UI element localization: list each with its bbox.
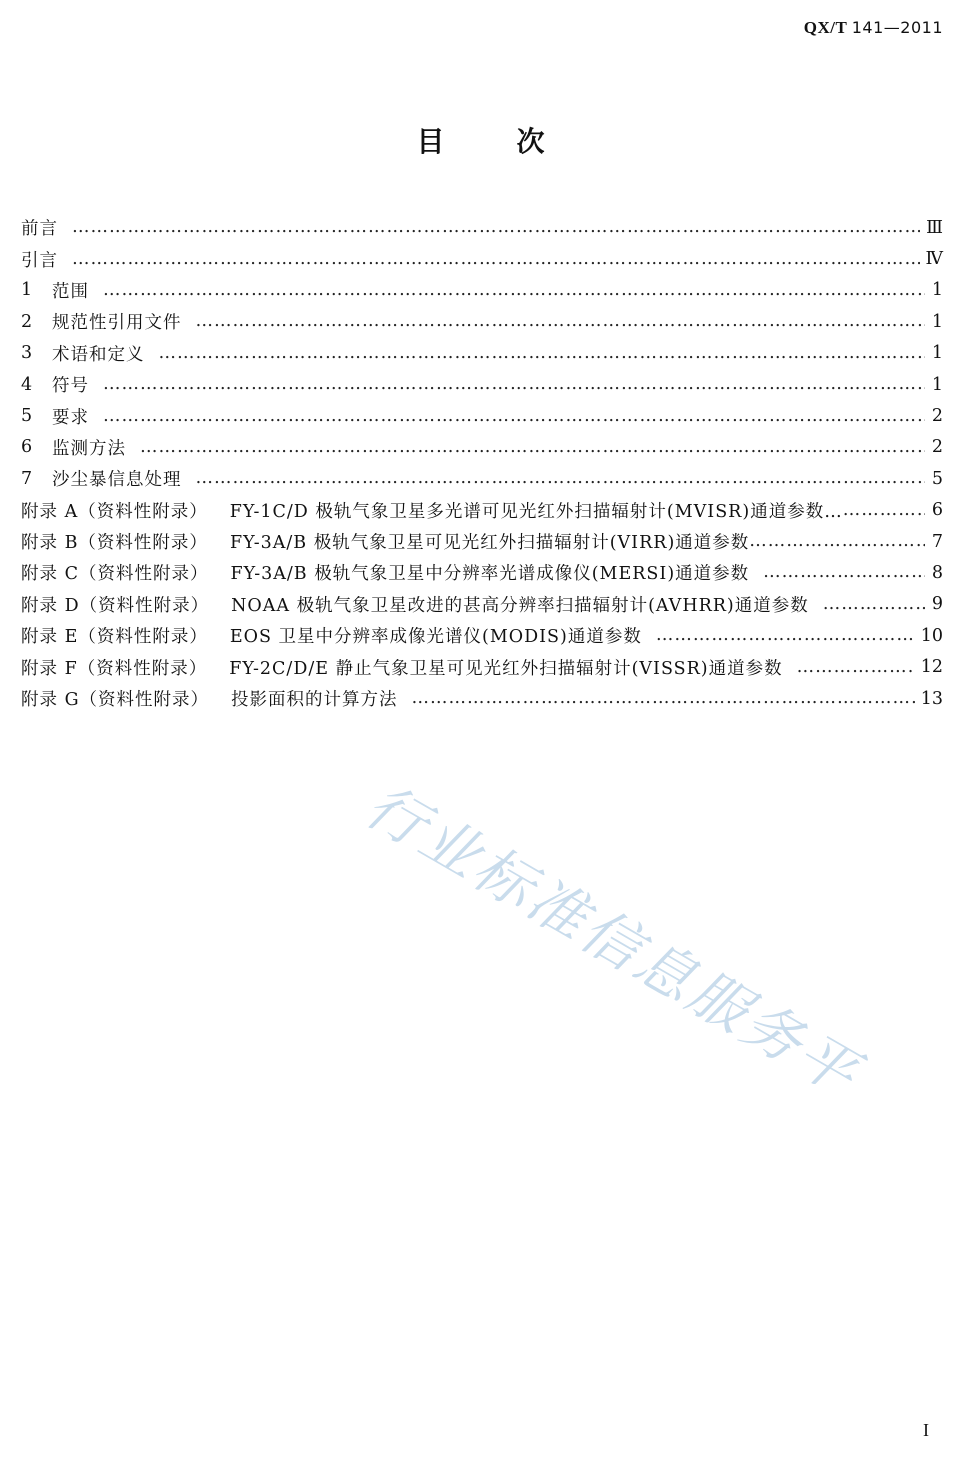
toc-leader-dots [72,217,920,238]
toc-annex-prefix: 附录 A（资料性附录） [21,501,208,522]
toc-entry-annex-e[interactable] [21,620,943,651]
toc-annex-prefix: 附录 G（资料性附录） [21,690,210,711]
toc-entry-dust-storm-processing[interactable] [21,463,943,494]
toc-entry-annex-a[interactable] [21,495,943,526]
toc-entry-label: FY-2C/D/E 静止气象卫星可见光红外扫描辐射计(VISSR)通道参数 [229,658,783,679]
toc-entry-number: 3 [21,343,33,364]
toc-entry-page: 2 [931,437,943,458]
toc-entry-label: 引言 [21,250,58,271]
toc-entry-label: 要求 [52,407,89,428]
toc-leader-dots [103,374,925,395]
toc-entry-label: EOS 卫星中分辨率成像光谱仪(MODIS)通道参数 [229,627,642,648]
toc-leader-dots [749,531,925,552]
toc-leader-dots [412,688,915,709]
toc-entry-page: 2 [931,406,943,427]
toc-annex-prefix: 附录 C（资料性附录） [21,564,209,585]
toc-leader-dots [196,468,926,489]
toc-entry-page: 10 [920,625,943,646]
toc-entry-label: FY-1C/D 极轨气象卫星多光谱可见光红外扫描辐射计(MVISR)通道参数… [229,501,843,522]
toc-annex-prefix: 附录 F（资料性附录） [21,658,208,679]
toc-entry-number: 7 [21,468,33,489]
toc-leader-dots [72,249,920,270]
title-char-2: 次 [516,125,547,158]
toc-entry-annex-c[interactable] [21,557,943,588]
toc-entry-annex-d[interactable] [21,589,943,620]
toc-annex-prefix: 附录 D（资料性附录） [21,595,210,616]
toc-entry-foreword[interactable] [21,212,943,243]
toc-entry-page: 8 [931,562,943,583]
toc-entry-monitoring-methods[interactable] [21,432,943,463]
toc-entry-scope[interactable] [21,275,943,306]
page-title [0,120,963,160]
toc-leader-dots [797,657,915,678]
toc-entry-requirements[interactable] [21,400,943,431]
toc-entry-number: 5 [21,406,33,427]
standard-code-number: 141—2011 [851,18,943,37]
toc-entry-number: 4 [21,374,33,395]
toc-entry-introduction[interactable] [21,243,943,274]
toc-entry-label: 符号 [52,376,89,397]
toc-entry-label: FY-3A/B 极轨气象卫星中分辨率光谱成像仪(MERSI)通道参数 [230,564,750,585]
table-of-contents [21,212,943,714]
toc-entry-page: 5 [931,468,943,489]
standard-code [804,18,943,38]
toc-entry-page: 1 [931,374,943,395]
toc-leader-dots [103,406,925,427]
toc-entry-label: 范围 [52,281,89,302]
toc-entry-page: 6 [931,500,943,521]
toc-entry-number: 2 [21,311,33,332]
toc-entry-number: 6 [21,437,33,458]
toc-annex-prefix: 附录 B（资料性附录） [21,533,208,554]
toc-entry-page: 1 [931,311,943,332]
toc-entry-label: FY-3A/B 极轨气象卫星可见光红外扫描辐射计(VIRR)通道参数 [229,533,750,554]
watermark: 行业标准信息服务平 [354,771,872,1110]
toc-leader-dots [196,311,926,332]
toc-entry-symbols[interactable] [21,369,943,400]
toc-entry-annex-b[interactable] [21,526,943,557]
toc-leader-dots [823,594,925,615]
toc-entry-label: 术语和定义 [52,344,145,365]
toc-entry-page: 1 [931,280,943,301]
toc-leader-dots [140,437,925,458]
toc-entry-page: Ⅲ [926,217,943,238]
toc-leader-dots [159,343,926,364]
standard-code-prefix: QX/T [803,18,847,37]
toc-entry-label: NOAA 极轨气象卫星改进的甚高分辨率扫描辐射计(AVHRR)通道参数 [231,595,809,616]
toc-leader-dots [656,625,915,646]
toc-entry-label: 投影面积的计算方法 [231,690,398,711]
toc-entry-number: 1 [21,280,33,301]
toc-entry-label: 沙尘暴信息处理 [52,470,182,491]
toc-entry-page: 9 [931,594,943,615]
toc-entry-page: Ⅳ [925,249,943,270]
toc-entry-page: 7 [931,531,943,552]
toc-leader-dots [103,280,925,301]
toc-entry-label: 规范性引用文件 [52,313,182,334]
page-number: I [923,1420,929,1440]
title-char-1: 目 [416,125,447,158]
toc-leader-dots [843,500,925,521]
toc-entry-label: 前言 [21,219,58,240]
toc-entry-normative-references[interactable] [21,306,943,337]
toc-entry-terms-definitions[interactable] [21,338,943,369]
toc-entry-page: 13 [920,688,943,709]
toc-entry-annex-f[interactable] [21,651,943,682]
toc-entry-page: 1 [931,343,943,364]
toc-leader-dots [763,562,925,583]
toc-entry-annex-g[interactable] [21,683,943,714]
toc-annex-prefix: 附录 E（资料性附录） [21,627,208,648]
toc-entry-page: 12 [920,657,943,678]
toc-entry-label: 监测方法 [52,438,126,459]
